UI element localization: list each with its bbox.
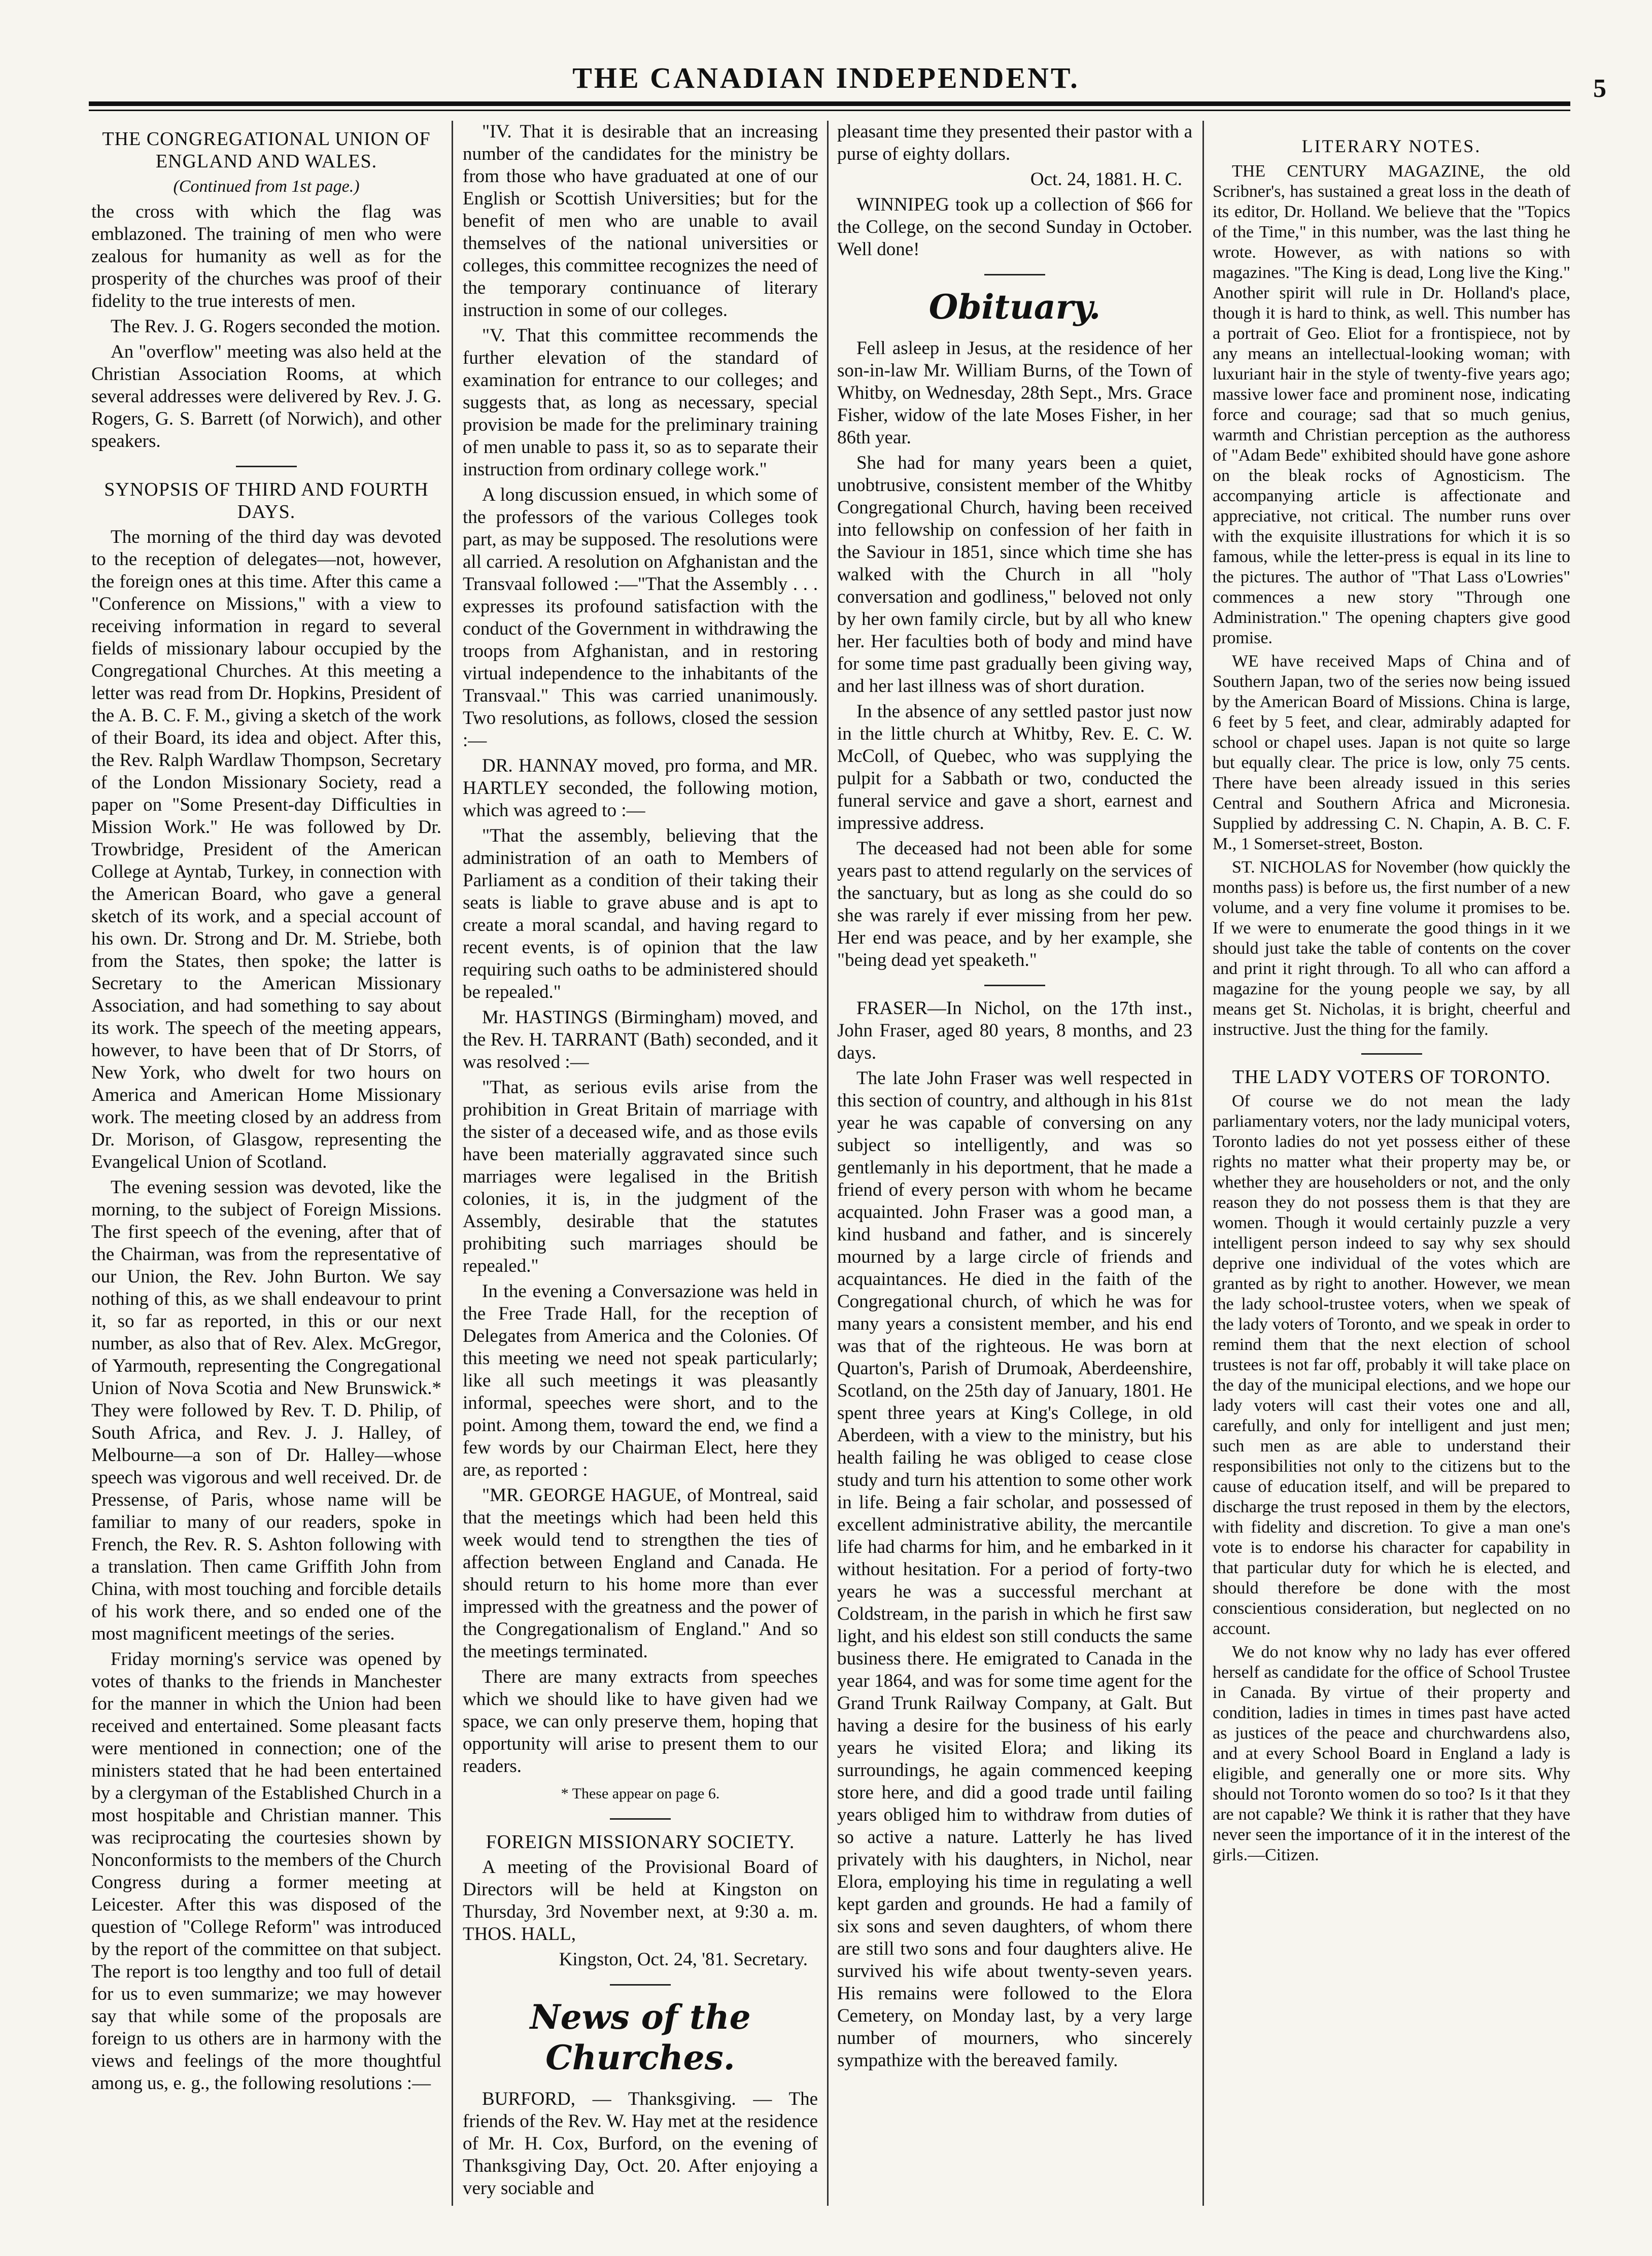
paragraph: The evening session was devoted, like the morning, to the subject of Foreign Missions. The first speech of the evening, after that of the Chairman, was from the representative of our Union, the Rev. John Burton. We say nothing of this, as we shall endeavour to print it, so far as reported, in this or our next number, as also that of Rev. Alex. McGregor, of Yarmouth, representing the Congregational Union of Nova Scotia and New Brunswick.* They were followed by Rev. T. D. Philip, of South Africa, and Rev. J. J. Halley, of Melbourne—a son of Dr. Halley—whose speech was vigorous and well received. Dr. de Pressense, of Paris, whose name will be familiar to many of our readers, spoke in French, the Rev. R. S. Ashton following with a translation. Then came Griffith John from China, with most touching and forcible details of his work there, and so ended one of the most magnificent meetings of the series. — [91, 1177, 441, 1644]
signature-line: Oct. 24, 1881. H. C. — [1030, 169, 1182, 190]
column-divider — [1202, 121, 1204, 2206]
paragraph: The late John Fraser was well respected in this section of country, and although in his 81st year he was capable of conversing on any subject so intelligently, and was so gentlemanly in his deportment, that he made a friend of every person with whom he became acquainted. John Fraser was a good man, a kind husband and father, and is sincerely mourned by a large circle of friends and acquaintances. He died in the faith of the Congregational church, of which he was for many years a consistent member, and his end was that of the righteous. He was born at Quarton's, Parish of Drumoak, Aberdeenshire, Scotland, on the 25th day of January, 1801. He spent three years at King's College, in old Aberdeen, with a view to the ministry, but his health failing he was obliged to cease close study and turn his attention to some other work in life. Being a fair scholar, and possessed of excellent administrative ability, the mercantile life had charms for him, and he embarked in it without hesitation. For a period of forty-two years he was a successful merchant at Coldstream, in the parish in which he first saw light, and his eldest son still conducts the same business there. He emigrated to Canada in the year 1864, and was for some time agent for the Grand Trunk Railway Company, at Galt. But having a desire for the business of his early years he visited Elora; and liking its surroundings, he again commenced keeping store here, and did a good trade until failing years obliged him to withdraw from duties of so active a nature. Latterly he has lived privately with his daughters, in Nichol, near Elora, employing his time in regulating a well kept garden and grounds. He had a family of six sons and seven daughters, of whom there are still two sons and four daughters alive. He survived his wife about twenty-seven years. His remains were followed to the Elora Cemetery, on Monday last, by a very large number of mourners, who sincerely sympathize with the bereaved family. — [837, 1068, 1192, 2071]
section-separator — [984, 274, 1045, 275]
paragraph: She had for many years been a quiet, unobtrusive, consistent member of the Whitby Congregational Church, having been received into fellowship on confession of her faith in the Saviour in 1851, since which time she has walked with the Church in all "holy conversation and godliness," beloved not only by her own family circle, but by all who knew her. Her faculties both of body and mind have for some time past gradually been giving way, and her last illness was of short duration. — [837, 453, 1192, 697]
paragraph: Friday morning's service was opened by votes of thanks to the friends in Manchester for the manner in which the Union had been received and entertained. Some pleasant facts were mentioned in connection; one of the ministers stated that he had been entertained by a clergyman of the Established Church in a most hospitable and Christian manner. This was reciprocating the courtesies shown by Nonconformists to the members of the Church Congress during a former meeting at Leicester. After this was disposed of the question of "College Reform" was introduced by the report of the committee on that subject. The report is too lengthy and too full of detail for us to even summarize; we may however say that while some of the proposals are foreign to us others are in harmony with the views and feelings of the more thoughtful among us, e. g., the following resolutions :— — [91, 1649, 441, 2094]
section-separator — [236, 466, 297, 467]
section-separator — [984, 985, 1045, 986]
paragraph: Of course we do not mean the lady parliamentary voters, nor the lady municipal voters, Toronto ladies do not yet possess either of these rights no matter what their property may be, or whether they are householders or not, and the only reason they do not possess them is that they are women. Though it would certainly puzzle a very intelligent person indeed to say why sex should deprive one individual of the votes which are granted as by right to another. However, we mean the lady school-trustee voters, when we speak of the lady voters of Toronto, and we speak in order to remind them that the next election of school trustees is not far off, probably it will take place on the day of the municipal elections, and we hope our lady voters will cast their votes one and all, carefully, and only for intelligent and just men; such men as are able to understand their responsibilities not only to the citizens but to the cause of education itself, and will be prepared to discharge the trust reposed in them by the electors, with fidelity and discretion. To give a man one's vote is to endorse his character for capability in that particular duty for which he is elected, and should therefore be done with the most conscientious consideration, but neglected on no account. — [1213, 1092, 1570, 1638]
column-divider — [452, 121, 453, 2206]
paragraph: the cross with which the flag was emblazoned. The training of men who were zealous for humanity as well as for the prosperity of the churches was proof of their fidelity to the true interests of men. — [91, 201, 441, 311]
paragraph: An "overflow" meeting was also held at the Christian Association Rooms, at which several addresses were delivered by Rev. J. G. Rogers, G. S. Barrett (of Norwich), and other speakers. — [91, 341, 441, 452]
column-4 — [1213, 121, 1570, 2216]
article-heading: LITERARY NOTES. — [1301, 136, 1482, 156]
section-heading-blackletter: News of the Churches. — [530, 1997, 751, 2077]
paragraph: "That, as serious evils arise from the prohibition in Great Britain of marriage with the sister of a deceased wife, and as those evils have been materially aggravated since such marriages were legalised in the British colonies, it is, in the judgment of the Assembly, desirable that the statutes prohibiting such marriages should be repealed." — [463, 1077, 818, 1276]
footnote: * These appear on page 6. — [561, 1785, 720, 1802]
paragraph: A long discussion ensued, in which some of the professors of the various Colleges took part, as may be supposed. The resolutions were all carried. A resolution on Afghanistan and the Transvaal followed :—"That the Assembly . . . expresses its profound satisfaction with the conduct of the Government in withdrawing the troops from Afghanistan, and in restoring virtual independence to the inhabitants of the Transvaal." This was carried unanimously. Two resolutions, as follows, closed the session :— — [463, 484, 818, 751]
paragraph: DR. HANNAY moved, pro forma, and MR. HARTLEY seconded, the following motion, which was agreed to :— — [463, 755, 818, 821]
paragraph: WE have received Maps of China and of Southern Japan, two of the series now being issued by the American Board of Missions. China is large, 6 feet by 5 feet, and clear, admirably adapted for school or chapel uses. Japan is not quite so large but equally clear. The price is low, only 75 cents. There have been already issued in this series Central and Southern Africa and Micronesia. Supplied by addressing C. N. Chapin, A. B. C. F. M., 1 Somerset-street, Boston. — [1213, 652, 1570, 853]
paragraph: In the absence of any settled pastor just now in the little church at Whitby, Rev. E. C. W. McColl, of Quebec, who was supplying the pulpit for a Sabbath or two, conducted the funeral service and gave a short, earnest and impressive address. — [837, 701, 1192, 834]
paragraph: In the evening a Conversazione was held in the Free Trade Hall, for the reception of Delegates from America and the Colonies. Of this meeting we need not speak particularly; like all such meetings it was pleasantly informal, speeches were short, and to the point. Among them, toward the end, we find a few words by our Chairman Elect, here they are, as reported : — [463, 1281, 818, 1480]
header-rule-thin — [89, 110, 1570, 111]
article-heading: THE LADY VOTERS OF TORONTO. — [1232, 1066, 1551, 1088]
paragraph: Mr. HASTINGS (Birmingham) moved, and the Rev. H. TARRANT (Bath) seconded, and it was resolved :— — [463, 1007, 818, 1072]
paragraph: The Rev. J. G. Rogers seconded the motion. — [111, 316, 441, 337]
masthead-title: THE CANADIAN INDEPENDENT. — [572, 61, 1080, 94]
column-1 — [91, 121, 441, 2216]
paragraph: A meeting of the Provisional Board of Directors will be held at Kingston on Thursday, 3rd November next, at 9:30 a. m. THOS. HALL, — [463, 1857, 818, 1945]
paragraph: Fell asleep in Jesus, at the residence of her son-in-law Mr. William Burns, of the Town of Whitby, on Wednesday, 28th Sept., Mrs. Grace Fisher, widow of the late Moses Fisher, in her 86th year. — [837, 338, 1192, 448]
paragraph: "IV. That it is desirable that an increasing number of the candidates for the ministry be from those who have graduated at one of our English or Scottish Universities; but for the benefit of men who are unable to avail themselves of the national universities or colleges, this committee recognizes the need of the temporary continuance of literary instruction in some of our colleges. — [463, 121, 818, 321]
article-heading: SYNOPSIS OF THIRD AND FOURTH DAYS. — [104, 479, 429, 523]
page-number: 5 — [1593, 74, 1606, 103]
paragraph: BURFORD, — Thanksgiving. — The friends of the Rev. W. Hay met at the residence of Mr. H. Cox, Burford, on the evening of Thanksgiving Day, Oct. 20. After enjoying a very sociable and — [463, 2089, 818, 2199]
column-2 — [463, 121, 818, 2216]
paragraph: FRASER—In Nichol, on the 17th inst., John Fraser, aged 80 years, 8 months, and 23 days. — [837, 998, 1192, 1063]
section-separator — [1361, 1053, 1422, 1055]
signature-line: Kingston, Oct. 24, '81. Secretary. — [559, 1949, 808, 1970]
column-3 — [837, 121, 1192, 2216]
paragraph: The morning of the third day was devoted to the reception of delegates—not, however, the foreign ones at this time. After this came a "Conference on Missions," with a view to receiving information in regard to several fields of missionary labour occupied by the Congregational Churches. At this meeting a letter was read from Dr. Hopkins, President of the A. B. C. F. M., giving a sketch of the work of their Board, its idea and object. After this, the Rev. Ralph Wardlaw Thompson, Secretary of the London Missionary Society, read a paper on "Some Present-day Difficulties in Mission Work." He was followed by Dr. Trowbridge, President of the American College at Ayntab, Turkey, in connection with the American Board, who gave a general sketch of its work, and a special account of his own. Dr. Strong and Dr. M. Striebe, both from the States, then spoke; the latter is Secretary to the American Missionary Association, and had something to say about its work. The speech of the meeting appears, however, to have been that of Dr Storrs, of New York, who dwelt for two hours on America and American Home Missionary work. The meeting closed by an address from Dr. Morison, of Glasgow, representing the Evangelical Union of Scotland. — [91, 527, 441, 1172]
paragraph: There are many extracts from speeches which we should like to have given had we space, we can only preserve them, hoping that opportunity will arise to present them to our readers. — [463, 1667, 818, 1777]
paragraph: ST. NICHOLAS for November (how quickly the months pass) is before us, the first number of a new volume, and a very fine volume it promises to be. If we were to enumerate the good things in it we should just take the table of contents on the cover and print it right through. To all who can afford a magazine for the young people we say, by all means get St. Nicholas, it is bright, cheerful and instructive. Just the thing for the family. — [1213, 858, 1570, 1039]
column-divider — [827, 121, 829, 2206]
paragraph: "MR. GEORGE HAGUE, of Montreal, said that the meetings which had been held this week would tend to strengthen the ties of affection between England and Canada. He should return to his home more than ever impressed with the greatness and the power of the Congregationalism of England." And so the meetings terminated. — [463, 1485, 818, 1662]
paragraph: WINNIPEG took up a collection of $66 for the College, on the second Sunday in October. Well done! — [837, 194, 1192, 260]
paragraph: We do not know why no lady has ever offered herself as candidate for the office of School Trustee in Canada. By virtue of their property and condition, ladies in times in times past have acted as justices of the peace and churchwardens also, and at every School Board in England a lady is eligible, and generally one or more sits. Why should not Toronto women do so too? Is it that they are not capable? We think it is rather that they have never seen the importance of it in the interest of the girls.—Citizen. — [1213, 1643, 1570, 1864]
paragraph: pleasant time they presented their pastor with a purse of eighty dollars. — [837, 121, 1192, 164]
paragraph: THE CENTURY MAGAZINE, the old Scribner's, has sustained a great loss in the death of its editor, Dr. Holland. We believe that the "Topics of the Time," in this number, was the last thing he wrote. However, as with nations so with magazines. "The King is dead, Long live the King." Another spirit will rule in Dr. Holland's place, though it is hard to think, as well. This number has a portrait of Geo. Eliot for a frontispiece, not by any means an intellectual-looking woman; with luxuriant hair in the style of twenty-five years ago; massive lower face and prominent nose, indicating force and courage; sad that so much genius, warmth and Christian perception as the authoress of "Adam Bede" exhibited should have gone ashore on the bleak rocks of Agnosticism. The accompanying article is affectionate and appreciative, not critical. The number runs over with the exquisite illustrations for which it is so famous, while the letter-press is equal in its line to the pictures. The author of "That Lass o'Lowries" commences a new story "Through one Administration." The opening chapters give good promise. — [1213, 162, 1570, 647]
continued-note: (Continued from 1st page.) — [173, 177, 360, 196]
section-heading-blackletter: Obituary. — [928, 287, 1101, 327]
paragraph: "That the assembly, believing that the administration of an oath to Members of Parliament as a condition of their taking their seats is liable to grave abuse and is apt to create a moral scandal, and having regard to recent events, is of opinion that the law requiring such oaths to be administered should be repealed." — [463, 825, 818, 1002]
article-heading: THE CONGREGATIONAL UNION OF ENGLAND AND WALES. — [102, 128, 431, 172]
section-separator — [610, 1818, 671, 1820]
header-rule-thick — [89, 101, 1570, 106]
paragraph: The deceased had not been able for some years past to attend regularly on the services of the sanctuary, but as long as she could do so she was rarely if ever missing from her pew. Her end was peace, and by her example, she "being dead yet speaketh." — [837, 838, 1192, 970]
section-separator — [610, 1984, 671, 1986]
paragraph: "V. That this committee recommends the further elevation of the standard of examination for entrance to our colleges; and suggests that, as long as necessary, special provision be made for the preliminary training of men unable to pass it, so as to separate their instruction from ordinary college work." — [463, 325, 818, 480]
article-heading: FOREIGN MISSIONARY SOCIETY. — [486, 1831, 795, 1853]
